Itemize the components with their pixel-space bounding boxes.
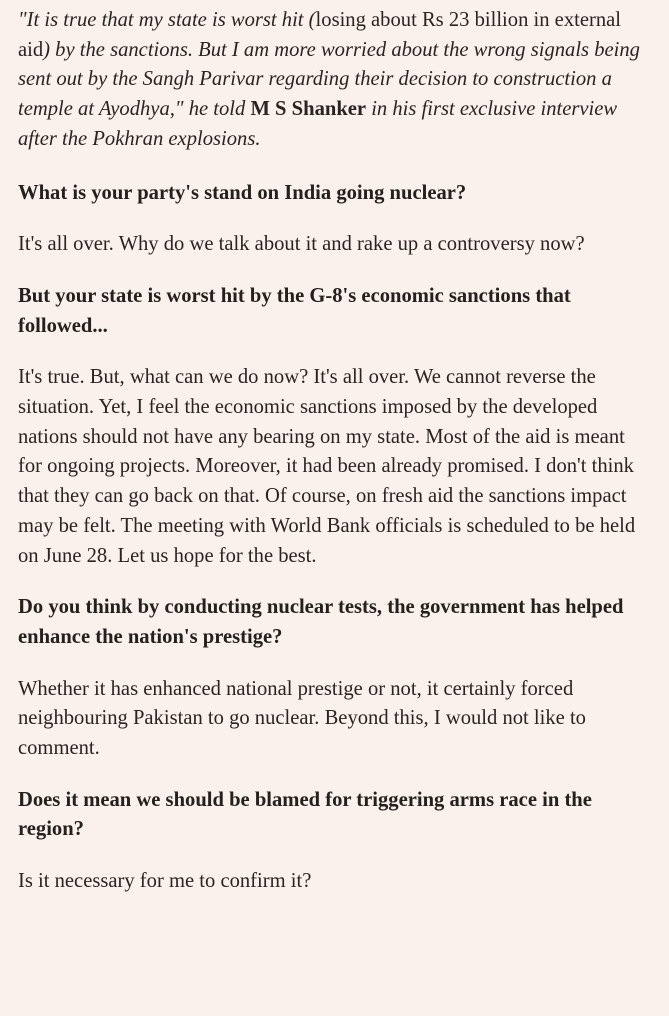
answer-2: It's true. But, what can we do now? It's all over. We cannot reverse the situation. Yet, I feel the economic sanctions imposed by the developed nations should not have any bearing on my state. Most of the aid is meant for ongoing projects. Moreover, it had been already promised. I don't think that they can go back on that. Of course, on fresh aid the sanctions impact may be felt. The meeting with World Bank officials is scheduled to be held on June 28. Let us hope for the best. bbox=[18, 366, 636, 567]
question-1: What is your party's stand on India going nuclear? bbox=[18, 181, 467, 204]
intro-text-1: "It is true that my state is worst hit ( bbox=[18, 9, 316, 31]
author-name: M S Shanker bbox=[250, 98, 367, 121]
question-3: Do you think by conducting nuclear tests, the government has helped enhance the nation's prestige? bbox=[18, 596, 624, 648]
answer-3: Whether it has enhanced national prestige or not, it certainly forced neighbouring Pakistan to go nuclear. Beyond this, I would not like to comment. bbox=[18, 677, 586, 760]
answer-4: Is it necessary for me to confirm it? bbox=[18, 870, 312, 893]
intro-text-3: ) by the sanctions. But I am more worried about the wrong signals being sent out by the Sangh Parivar regarding their decision to construction a temple at Ayodhya," he told bbox=[18, 38, 640, 121]
answer-1: It's all over. Why do we talk about it and rake up a controversy now? bbox=[18, 233, 585, 256]
intro-text-4: in his first exclusive interview after the Pokhran explosions. bbox=[18, 98, 618, 150]
question-4: Does it mean we should be blamed for triggering arms race in the region? bbox=[18, 788, 592, 841]
question-2: But your state is worst hit by the G-8's economic sanctions that followed... bbox=[18, 284, 571, 337]
intro-text-2: losing about Rs 23 billion in external aid bbox=[18, 9, 621, 61]
intro-paragraph bbox=[18, 6, 651, 155]
